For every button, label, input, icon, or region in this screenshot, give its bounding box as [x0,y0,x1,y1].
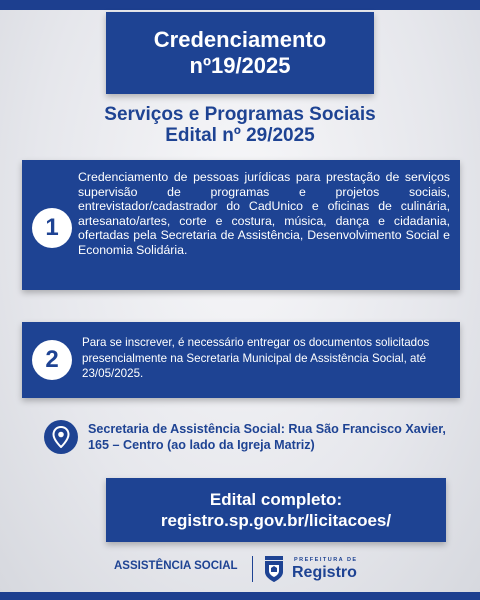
address-text: Secretaria de Assistência Social: Rua São Francisco Xavier, 165 – Centro (ao lado da Igreja Matriz) [88,422,446,452]
edital-link-banner [106,478,446,542]
footer [0,550,480,590]
city-crest-icon [262,554,286,584]
subtitle-line-2: Edital nº 29/2025 [165,125,315,146]
number-badge-1: 1 [32,208,72,248]
number-badge-2: 2 [32,340,72,380]
title-line-2: nº19/2025 [189,53,291,78]
edital-label: Edital completo: [209,490,343,509]
title-line-1: Credenciamento [153,27,327,52]
department-logo-text: ASSISTÊNCIA SOCIAL [114,560,238,572]
info-card-2 [22,322,460,398]
prefeitura-label: PREFEITURA DE [294,557,358,563]
subtitle-line-1: Serviços e Programas Sociais [104,104,376,125]
title-banner [106,12,374,94]
info-card-1 [22,160,460,290]
edital-url[interactable]: registro.sp.gov.br/licitacoes/ [160,511,392,530]
info-card-1-text: Credenciamento de pessoas jurídicas para prestação de serviços supervisão de programas e projetos sociais, entrevistador/cadastrador do CadUnico e oficinas de culinária, artesanato/artes, corte e costura, música, dança e cidadania, ofertadas pela Secretaria de Assistência, Desenvolvimento Social e Economia Solidária. [78,170,450,257]
location-pin-icon [44,420,78,454]
address-block [44,418,464,464]
top-accent-bar [0,0,480,10]
info-card-2-text: Para se inscrever, é necessário entregar os documentos solicitados presencialmente na Secretaria Municipal de Assistência Social, até 23/05/2025. [82,336,430,380]
city-logo-text: Registro [292,564,357,581]
bottom-accent-bar [0,592,480,600]
subtitle [0,104,480,146]
footer-divider [252,556,253,582]
